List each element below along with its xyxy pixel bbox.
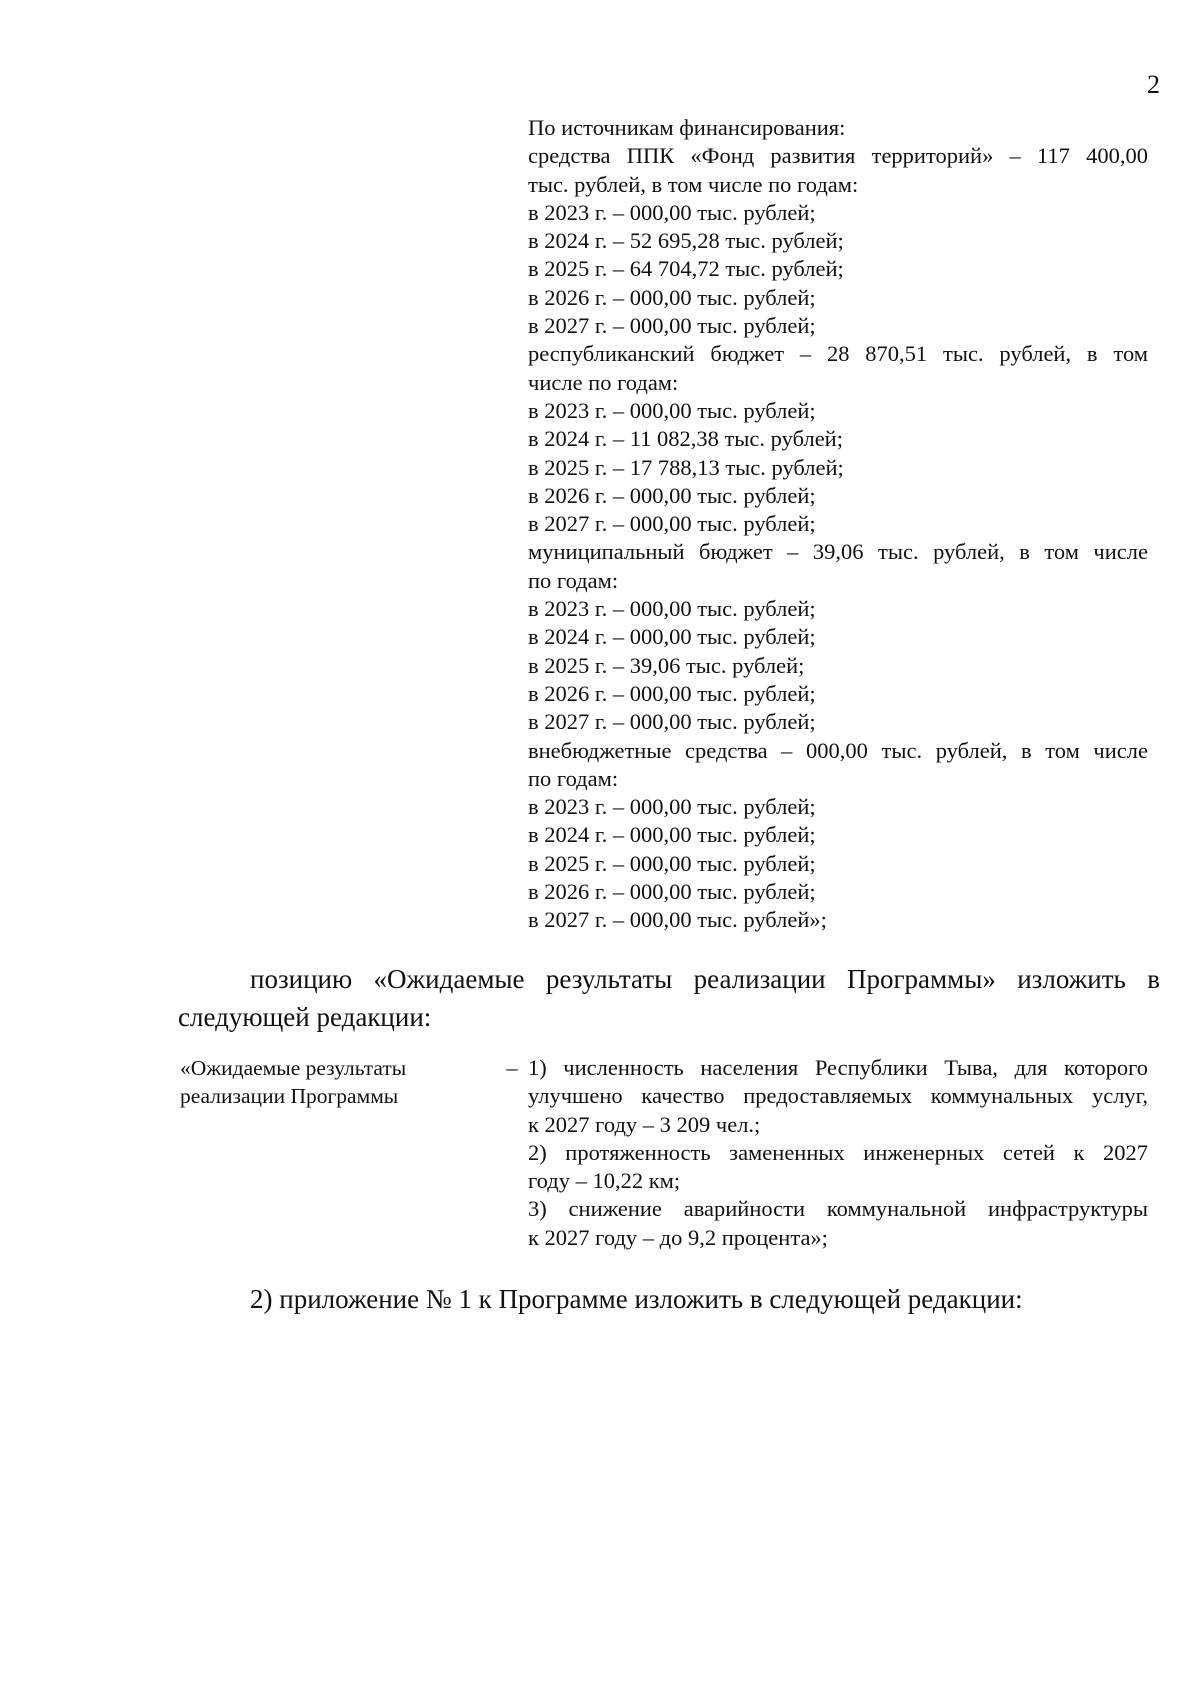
funding-line: муниципальный бюджет – 39,06 тыс. рублей, в том числе — [528, 539, 1148, 565]
funding-line: в 2026 г. – 000,00 тыс. рублей; — [528, 284, 816, 310]
funding-line: в 2024 г. – 52 695,28 тыс. рублей; — [528, 228, 844, 254]
funding-line: в 2024 г. – 11 082,38 тыс. рублей; — [528, 426, 843, 452]
appendix-paragraph: 2) приложение № 1 к Программе изложить в следующей редакции: — [250, 1284, 1023, 1314]
expected-result-line: году – 10,22 км; — [528, 1168, 681, 1194]
expected-results-label-line: реализации Программы — [180, 1084, 399, 1109]
funding-line: в 2026 г. – 000,00 тыс. рублей; — [528, 482, 816, 508]
expected-result-line: к 2027 году – 3 209 чел.; — [528, 1111, 761, 1137]
funding-line: по годам: — [528, 567, 619, 593]
expected-result-line: 2) протяженность замененных инженерных сетей к 2027 — [528, 1139, 1148, 1165]
funding-line: в 2026 г. – 000,00 тыс. рублей; — [528, 879, 816, 905]
position-paragraph-line: позицию «Ожидаемые результаты реализации Программы» изложить в — [250, 964, 1160, 994]
funding-line: По источникам финансирования: — [528, 115, 846, 140]
funding-line: в 2025 г. – 39,06 тыс. рублей; — [528, 652, 805, 678]
funding-line: в 2027 г. – 000,00 тыс. рублей»; — [528, 907, 827, 933]
funding-sources-block — [528, 114, 1148, 935]
funding-line: в 2023 г. – 000,00 тыс. рублей; — [528, 199, 816, 225]
funding-line: тыс. рублей, в том числе по годам: — [528, 171, 859, 197]
expected-result-line: 3) снижение аварийности коммунальной инфраструктуры — [528, 1196, 1148, 1222]
funding-line: в 2026 г. – 000,00 тыс. рублей; — [528, 680, 816, 706]
expected-result-line: к 2027 году – до 9,2 процента»; — [528, 1224, 828, 1250]
expected-results-items — [528, 1054, 1148, 1252]
funding-line: в 2027 г. – 000,00 тыс. рублей; — [528, 511, 816, 537]
funding-line: внебюджетные средства – 000,00 тыс. рублей, в том числе — [528, 737, 1148, 763]
funding-line: средства ППК «Фонд развития территорий» – 117 400,00 — [528, 143, 1148, 169]
funding-line: в 2023 г. – 000,00 тыс. рублей; — [528, 397, 816, 423]
expected-results-label-line: «Ожидаемые результаты — [180, 1056, 407, 1080]
expected-results-label — [180, 1054, 480, 1111]
funding-line: в 2023 г. – 000,00 тыс. рублей; — [528, 596, 816, 622]
position-paragraph — [178, 960, 1160, 1036]
funding-line: в 2024 г. – 000,00 тыс. рублей; — [528, 822, 816, 848]
funding-line: в 2027 г. – 000,00 тыс. рублей; — [528, 313, 816, 339]
position-paragraph-line: следующей редакции: — [178, 1002, 432, 1032]
expected-result-line: улучшено качество предоставляемых коммунальных услуг, — [528, 1083, 1148, 1109]
page-number: 2 — [1147, 70, 1160, 99]
funding-line: в 2025 г. – 000,00 тыс. рублей; — [528, 850, 816, 876]
funding-line: числе по годам: — [528, 369, 679, 395]
funding-line: в 2025 г. – 64 704,72 тыс. рублей; — [528, 256, 844, 282]
funding-line: в 2027 г. – 000,00 тыс. рублей; — [528, 709, 816, 735]
expected-result-line: 1) численность населения Республики Тыва, для которого — [528, 1055, 1148, 1080]
funding-line: в 2023 г. – 000,00 тыс. рублей; — [528, 794, 816, 820]
funding-line: в 2024 г. – 000,00 тыс. рублей; — [528, 624, 816, 650]
funding-line: в 2025 г. – 17 788,13 тыс. рублей; — [528, 454, 844, 480]
expected-results-dash: – — [506, 1055, 518, 1080]
funding-line: по годам: — [528, 765, 619, 791]
funding-line: республиканский бюджет – 28 870,51 тыс. рублей, в том — [528, 341, 1148, 367]
expected-results-table — [180, 1054, 1160, 1254]
